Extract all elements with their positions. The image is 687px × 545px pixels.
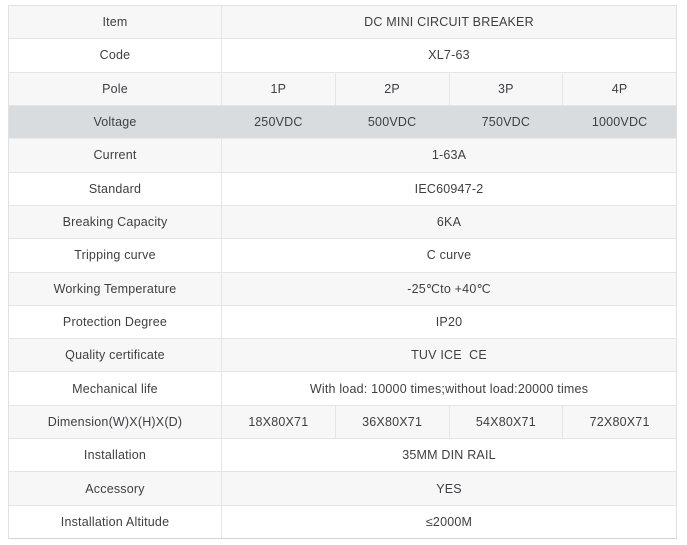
table-row: [9, 73, 676, 106]
row-label: Protection Degree: [9, 306, 222, 338]
row-label: Breaking Capacity: [9, 206, 222, 238]
table-row: [9, 206, 676, 239]
row-value-col2: 500VDC: [367, 115, 417, 130]
row-value-col1: 1P: [222, 73, 336, 105]
row-value-col1: 18X80X71: [222, 406, 336, 438]
row-value: ≤2000M: [425, 514, 473, 529]
row-label: Standard: [9, 173, 222, 205]
row-value: C curve: [426, 248, 472, 263]
row-value: XL7-63: [428, 48, 470, 63]
row-value-col3: 54X80X71: [450, 406, 564, 438]
row-label: Mechanical life: [9, 372, 222, 404]
table-row: [9, 6, 676, 39]
row-value-col4: 1000VDC: [591, 115, 648, 130]
table-row: [9, 406, 676, 439]
table-row: [9, 472, 676, 505]
row-value: IP20: [435, 314, 463, 329]
table-row: [9, 506, 676, 538]
table-row: [9, 306, 676, 339]
row-label: Voltage: [93, 115, 137, 130]
row-label: Code: [9, 39, 222, 71]
row-label: Pole: [9, 73, 222, 105]
table-row: [9, 239, 676, 272]
table-row: [9, 339, 676, 372]
row-value-col3: 3P: [450, 73, 564, 105]
row-value: YES: [436, 481, 462, 496]
row-value: TUV ICE CE: [411, 348, 487, 363]
row-value-col3: 750VDC: [481, 115, 531, 130]
table-row: [9, 139, 676, 172]
row-value: With load: 10000 times;without load:20000 times: [309, 381, 589, 396]
row-value: IEC60947-2: [414, 181, 484, 196]
row-label: Item: [9, 6, 222, 38]
spec-table: [8, 5, 677, 539]
row-value-col2: 36X80X71: [336, 406, 450, 438]
row-value: DC MINI CIRCUIT BREAKER: [364, 15, 534, 30]
table-row: [9, 439, 676, 472]
row-value-col1: 250VDC: [254, 115, 303, 130]
row-label: Working Temperature: [9, 273, 222, 305]
table-row: [9, 106, 676, 139]
row-label: Dimension(W)X(H)X(D): [9, 406, 222, 438]
row-value: -25℃to +40℃: [407, 282, 491, 297]
row-value-col4: 4P: [611, 81, 628, 96]
table-row: [9, 39, 676, 72]
table-row: [9, 372, 676, 405]
row-value-col2: 2P: [336, 73, 450, 105]
row-label: Current: [9, 139, 222, 171]
row-value: 6KA: [436, 215, 462, 230]
row-label: Installation Altitude: [9, 506, 222, 538]
row-value: 1-63A: [431, 148, 467, 163]
row-value: 35MM DIN RAIL: [402, 448, 496, 463]
table-row: [9, 273, 676, 306]
row-label: Accessory: [9, 472, 222, 504]
row-label: Installation: [9, 439, 222, 471]
table-row: [9, 173, 676, 206]
row-value-col4: 72X80X71: [589, 414, 650, 429]
row-label: Tripping curve: [9, 239, 222, 271]
row-label: Quality certificate: [9, 339, 222, 371]
